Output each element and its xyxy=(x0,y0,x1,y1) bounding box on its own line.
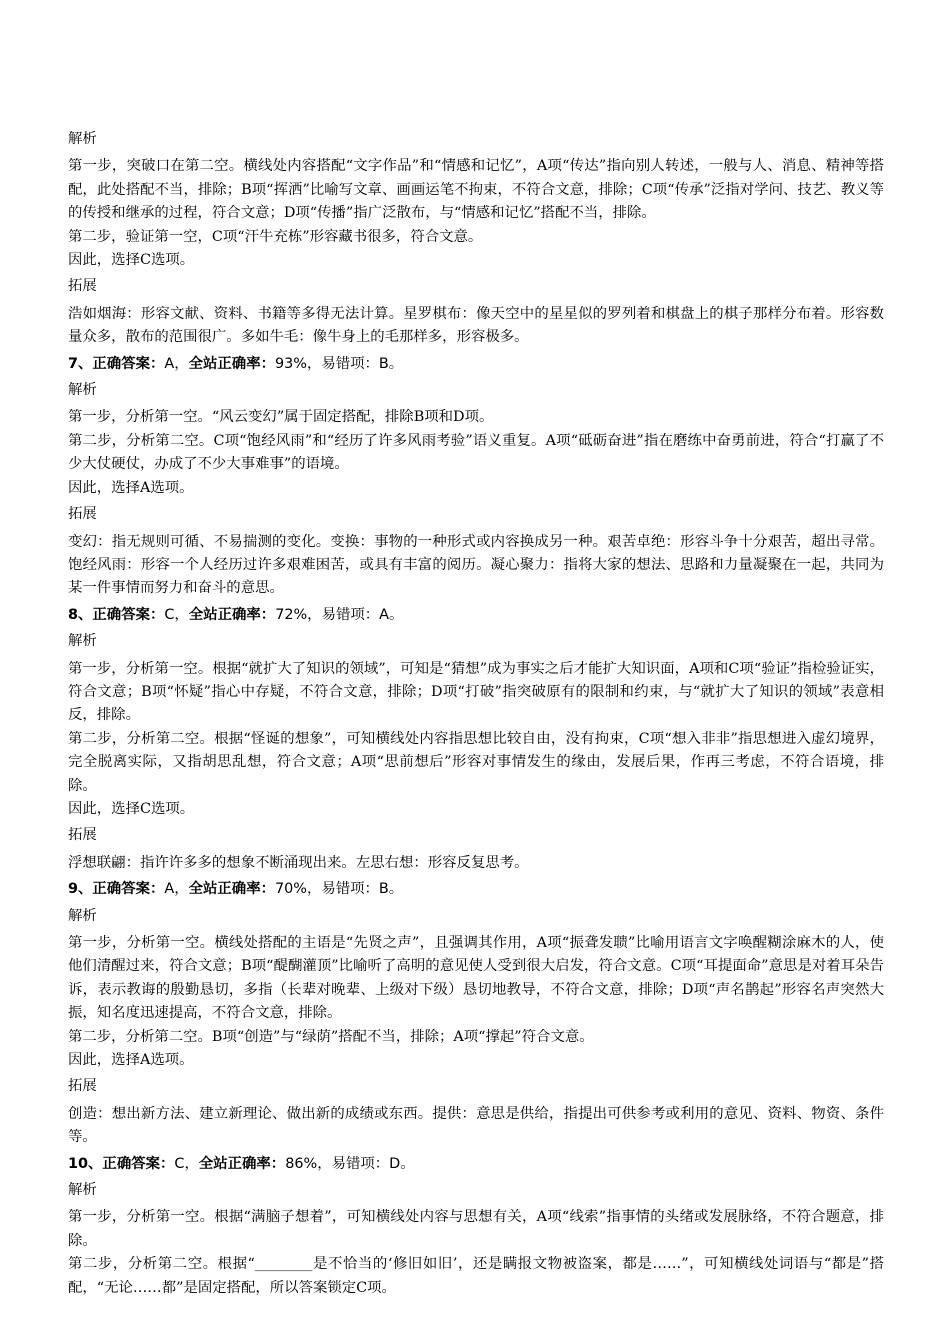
extension-heading: 拓展 xyxy=(68,278,97,295)
analysis-conclusion: 因此，选择A选项。 xyxy=(68,479,194,496)
analysis-step: 第二步，验证第一空，C项“汗牛充栋”形容藏书很多，符合文意。 xyxy=(68,228,483,245)
analysis-heading: 解析 xyxy=(68,633,97,650)
extension-text: 浩如烟海：形容文献、资料、书籍等多得无法计算。星罗棋布：像天空中的星星似的罗列着和棋盘上的棋子那样分布着。形容数量众多，散布的范围很广。多如牛毛：像牛身上的毛那样多，形容极多。 xyxy=(68,305,884,346)
rate-value: 93%，易错项：B。 xyxy=(274,355,404,372)
analysis-step: 第二步，分析第二空。C项“饱经风雨”和“经历了许多风雨考验”语义重复。A项“砥砺奋进”指在磨练中奋勇前进，符合“打赢了不少大仗硬仗，办成了不少大事难事”的语境。 xyxy=(68,432,884,473)
analysis-heading: 解析 xyxy=(68,131,97,147)
analysis-step: 第二步，分析第二空。根据“怪诞的想象”，可知横线处内容指思想比较自由，没有拘束，C项“想入非非”指思想进入虚幻境界，完全脱离实际，又指胡思乱想，符合文意；A项“思前想后”形容对事情发生的缘由，发展后果，作再三考虑，不符合语境，排除。 xyxy=(68,730,884,794)
analysis-step: 第二步，分析第二空。B项“创造”与“绿荫”搭配不当，排除；A项“撑起”符合文意。 xyxy=(68,1028,594,1045)
analysis-heading: 解析 xyxy=(68,907,97,924)
analysis-step: 第一步，分析第一空。根据“满脑子想着”，可知横线处内容与思想有关，A项“线索”指事情的头绪或发展脉络，不符合题意，排除。 xyxy=(68,1209,884,1249)
analysis-heading: 解析 xyxy=(68,1182,97,1199)
extension-text: 浮想联翩：指许许多多的想象不断涌现出来。左思右想：形容反复思考。 xyxy=(68,854,529,871)
question-number: 10、 xyxy=(68,1155,103,1172)
rate-value: 86%，易错项：D。 xyxy=(285,1155,415,1172)
question-10-answer-line xyxy=(68,1153,884,1176)
extension-heading: 拓展 xyxy=(68,827,97,844)
rate-label: 全站正确率： xyxy=(188,355,275,372)
rate-value: 70%，易错项：B。 xyxy=(274,881,404,898)
analysis-step: 第一步，分析第一空。横线处搭配的主语是“先贤之声”，且强调其作用，A项“振聋发聩”比喻用语言文字唤醒糊涂麻木的人，使他们清醒过来，符合文意；B项“醍醐灌顶”比喻听了高明的意见使人受到很大启发，符合文意。C项“耳提面命”意思是对着耳朵告诉，表示教诲的殷勤恳切，多指（长辈对晚辈、上级对下级）恳切地教导，不符合文意，排除；D项“声名鹊起”形容名声突然大振，知名度迅速提高，不符合文意，排除。 xyxy=(68,935,884,1022)
answer-value: A， xyxy=(164,881,189,898)
rate-value: 72%，易错项：A。 xyxy=(275,606,404,623)
document-body xyxy=(68,126,884,1300)
question-8-answer-line xyxy=(68,604,884,627)
extension-text: 变幻：指无规则可循、不易揣测的变化。变换：事物的一种形式或内容换成另一种。艰苦卓绝：形容斗争十分艰苦，超出寻常。饱经风雨：形容一个人经历过许多艰难困苦，或具有丰富的阅历。凝心聚力：指将大家的想法、思路和力量凝聚在一起，共同为某一件事情而努力和奋斗的意思。 xyxy=(68,533,884,597)
analysis-heading: 解析 xyxy=(68,382,97,399)
extension-text: 创造：想出新方法、建立新理论、做出新的成绩或东西。提供：意思是供给，指提出可供参考或利用的意见、资料、物资、条件等。 xyxy=(68,1105,884,1146)
answer-label: 正确答案： xyxy=(92,606,165,623)
analysis-step: 第一步，分析第一空。“风云变幻”属于固定搭配，排除B项和D项。 xyxy=(68,409,494,426)
answer-value: C， xyxy=(174,1155,199,1172)
analysis-step: 第二步，分析第二空。根据“________是不恰当的‘修旧如旧’，还是瞒报文物被盗案，都是……”，可知横线处词语与“都是”搭配，“无论……都”是固定搭配，所以答案锁定C项。 xyxy=(68,1256,884,1296)
analysis-step: 第一步，突破口在第二空。横线处内容搭配“文字作品”和“情感和记忆”，A项“传达”指向别人转述，一般与人、消息、精神等搭配，此处搭配不当，排除；B项“挥洒”比喻写文章、画画运笔不拘束，不符合文意，排除；C项“传承”泛指对学问、技艺、教义等的传授和继承的过程，符合文意；D项“传播”指广泛散布，与“情感和记忆”搭配不当，排除。 xyxy=(68,158,884,222)
analysis-conclusion: 因此，选择C选项。 xyxy=(68,252,195,269)
answer-label: 正确答案： xyxy=(102,1155,175,1172)
analysis-step: 第一步，分析第一空。根据“就扩大了知识的领域”，可知是“猜想”成为事实之后才能扩大知识面，A项和C项“验证”指检验证实，符合文意；B项“怀疑”指心中存疑，不符合文意，排除；D项“打破”指突破原有的限制和约束，与“就扩大了知识的领域”表意相反，排除。 xyxy=(68,660,884,724)
question-9-answer-line xyxy=(68,878,884,901)
rate-label: 全站正确率： xyxy=(198,1155,286,1172)
analysis-conclusion: 因此，选择A选项。 xyxy=(68,1052,194,1069)
analysis-conclusion: 因此，选择C选项。 xyxy=(68,800,195,817)
answer-value: A， xyxy=(164,355,189,372)
rate-label: 全站正确率： xyxy=(188,606,276,623)
question-number: 9、 xyxy=(68,881,93,898)
answer-label: 正确答案： xyxy=(92,881,165,898)
question-number: 7、 xyxy=(68,355,93,372)
extension-heading: 拓展 xyxy=(68,506,97,523)
answer-value: C， xyxy=(164,606,189,623)
question-7-answer-line xyxy=(68,353,884,376)
question-number: 8、 xyxy=(68,606,93,623)
answer-label: 正确答案： xyxy=(92,355,165,372)
rate-label: 全站正确率： xyxy=(188,881,275,898)
extension-heading: 拓展 xyxy=(68,1078,97,1095)
